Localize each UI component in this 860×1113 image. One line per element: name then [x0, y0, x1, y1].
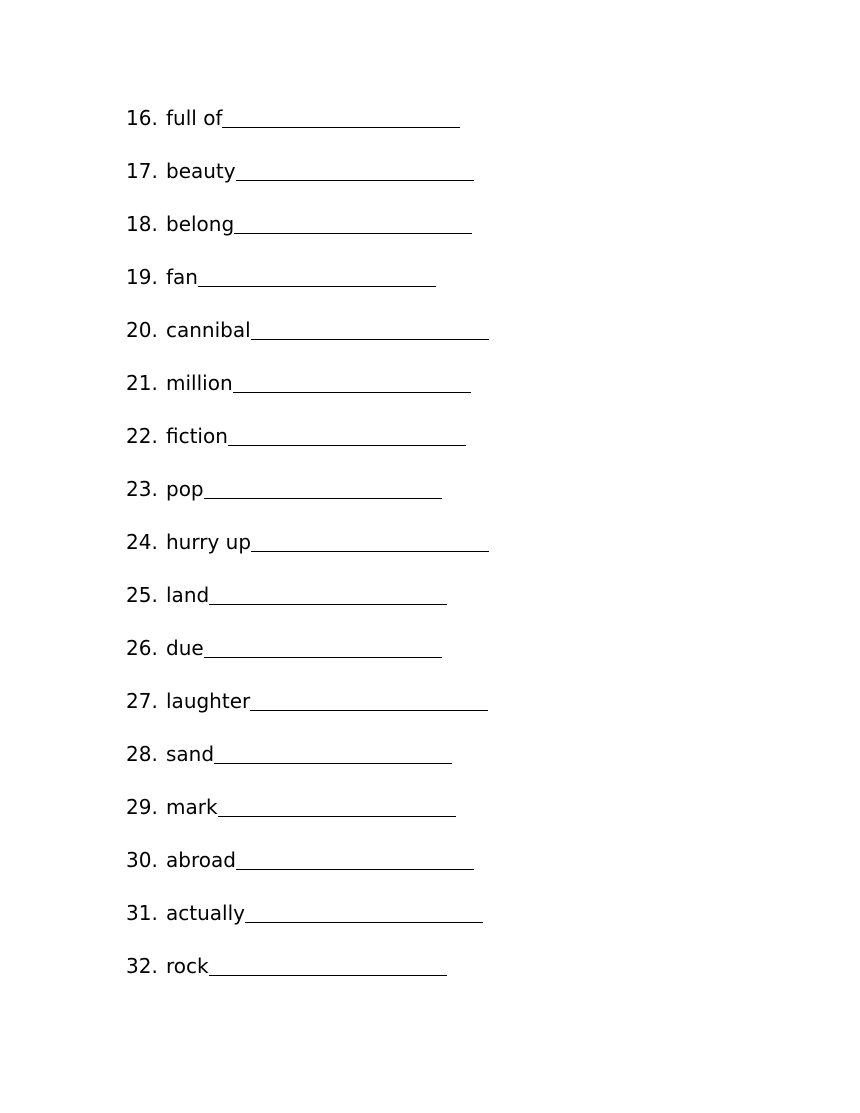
- answer-blank[interactable]: [198, 262, 436, 287]
- list-item: [126, 474, 489, 527]
- list-item: [126, 527, 489, 580]
- item-word: cannibal: [166, 318, 251, 342]
- list-item: [126, 103, 489, 156]
- list-item: [126, 792, 489, 845]
- item-number: 16.: [126, 106, 158, 130]
- list-item: [126, 315, 489, 368]
- list-item: [126, 421, 489, 474]
- answer-blank[interactable]: [233, 368, 471, 393]
- answer-blank[interactable]: [245, 898, 483, 923]
- item-number: 27.: [126, 689, 158, 713]
- list-item: [126, 368, 489, 421]
- item-number: 26.: [126, 636, 158, 660]
- list-item: [126, 951, 489, 1004]
- vocabulary-list: [126, 103, 489, 1004]
- answer-blank[interactable]: [250, 686, 488, 711]
- item-number: 29.: [126, 795, 158, 819]
- answer-blank[interactable]: [236, 845, 474, 870]
- item-word: million: [166, 371, 233, 395]
- answer-blank[interactable]: [234, 209, 472, 234]
- list-item: [126, 845, 489, 898]
- list-item: [126, 686, 489, 739]
- answer-blank[interactable]: [204, 474, 442, 499]
- answer-blank[interactable]: [214, 739, 452, 764]
- item-number: 18.: [126, 212, 158, 236]
- item-word: actually: [166, 901, 245, 925]
- list-item: [126, 580, 489, 633]
- item-word: fan: [166, 265, 198, 289]
- item-word: abroad: [166, 848, 236, 872]
- item-number: 19.: [126, 265, 158, 289]
- item-word: due: [166, 636, 204, 660]
- item-word: mark: [166, 795, 218, 819]
- item-number: 22.: [126, 424, 158, 448]
- list-item: [126, 898, 489, 951]
- answer-blank[interactable]: [222, 103, 460, 128]
- item-word: belong: [166, 212, 235, 236]
- list-item: [126, 156, 489, 209]
- answer-blank[interactable]: [209, 580, 447, 605]
- item-number: 23.: [126, 477, 158, 501]
- item-word: full of: [166, 106, 223, 130]
- answer-blank[interactable]: [218, 792, 456, 817]
- answer-blank[interactable]: [204, 633, 442, 658]
- list-item: [126, 739, 489, 792]
- list-item: [126, 633, 489, 686]
- item-number: 21.: [126, 371, 158, 395]
- item-number: 32.: [126, 954, 158, 978]
- answer-blank[interactable]: [228, 421, 466, 446]
- answer-blank[interactable]: [209, 951, 447, 976]
- item-word: land: [166, 583, 210, 607]
- item-word: sand: [166, 742, 215, 766]
- answer-blank[interactable]: [236, 156, 474, 181]
- item-word: pop: [166, 477, 204, 501]
- answer-blank[interactable]: [251, 527, 489, 552]
- item-number: 30.: [126, 848, 158, 872]
- list-item: [126, 262, 489, 315]
- item-number: 31.: [126, 901, 158, 925]
- item-number: 20.: [126, 318, 158, 342]
- item-word: hurry up: [166, 530, 252, 554]
- item-number: 25.: [126, 583, 158, 607]
- item-word: rock: [166, 954, 209, 978]
- item-number: 24.: [126, 530, 158, 554]
- list-item: [126, 209, 489, 262]
- item-word: fiction: [166, 424, 228, 448]
- item-word: beauty: [166, 159, 236, 183]
- item-word: laughter: [166, 689, 251, 713]
- item-number: 28.: [126, 742, 158, 766]
- item-number: 17.: [126, 159, 158, 183]
- answer-blank[interactable]: [251, 315, 489, 340]
